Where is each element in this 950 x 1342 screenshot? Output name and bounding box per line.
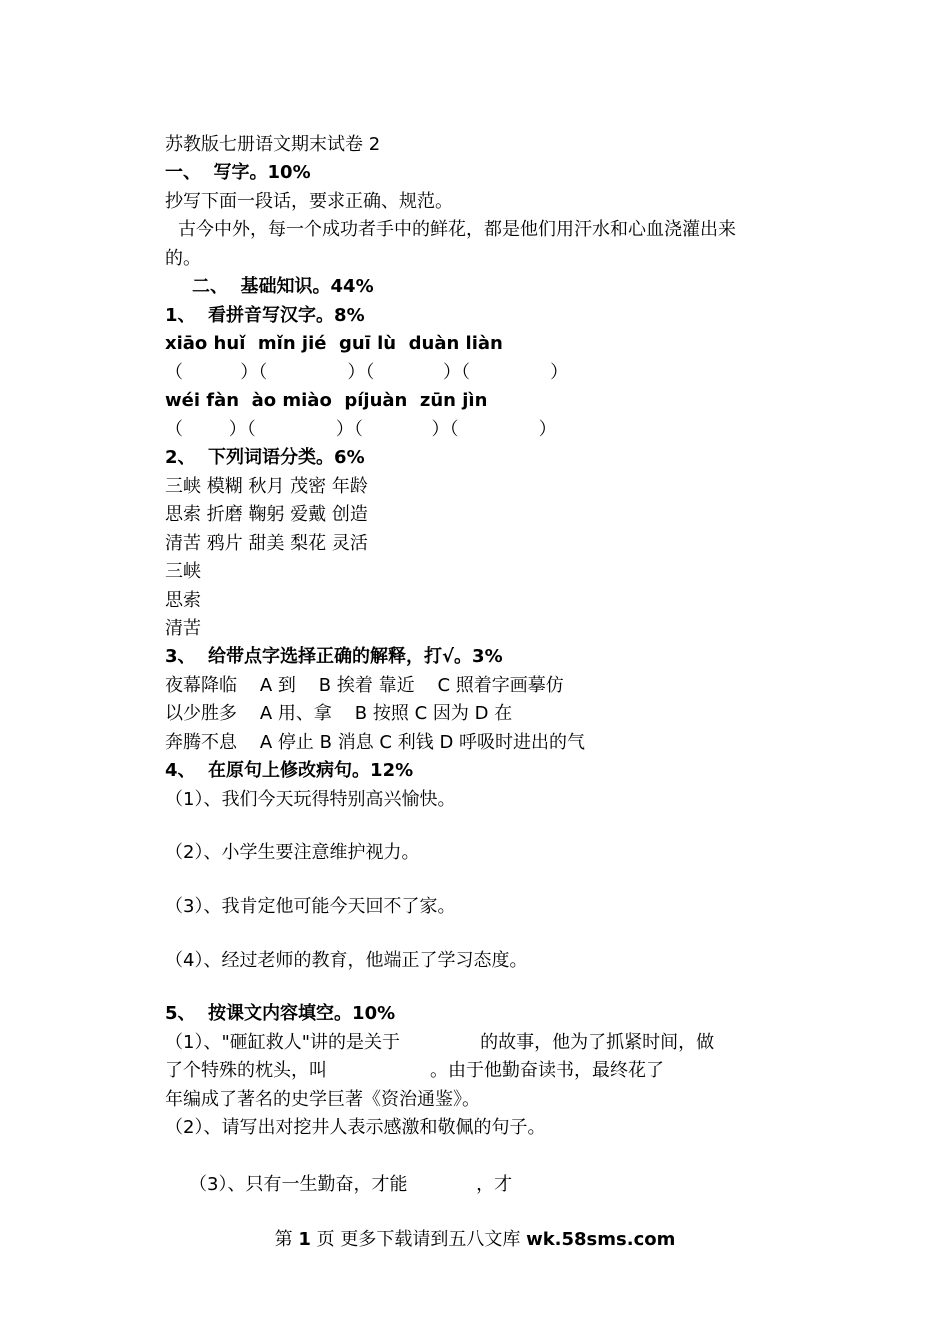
q4-item4: （4）、经过老师的教育，他端正了学习态度。 [165,950,528,971]
q5-item1-line3: 年编成了著名的史学巨著《资治通鉴》。 [165,1089,480,1110]
q3-heading: 3、 给带点字选择正确的解释，打√。3% [165,646,503,667]
q3-row3: 奔腾不息 A 停止 B 消息 C 利钱 D 呼吸时进出的气 [165,732,586,753]
section1-passage-line2: 的。 [165,248,201,269]
q5-item3: （3）、只有一生勤奋，才能 ，才 [189,1174,513,1195]
q1-pinyin-row1: xiāo huǐ mǐn jié guī lù duàn liàn [165,333,503,354]
q2-category2: 思索 [165,590,201,611]
q3-row1: 夜幕降临 A 到 B 挨着 靠近 C 照着字画摹仿 [165,675,564,696]
q4-heading: 4、 在原句上修改病句。12% [165,760,414,781]
q3-row2: 以少胜多 A 用、拿 B 按照 C 因为 D 在 [165,703,513,724]
footer-page-number: 1 [298,1229,311,1250]
section1-passage-line1: 古今中外，每一个成功者手中的鲜花，都是他们用汗水和心血浇灌出来 [178,219,736,240]
q5-heading: 5、 按课文内容填空。10% [165,1003,396,1024]
section1-instruction: 抄写下面一段话，要求正确、规范。 [165,191,453,212]
q5-item2: （2）、请写出对挖井人表示感激和敬佩的句子。 [165,1117,546,1138]
q5-item1-line1: （1）、"砸缸救人"讲的是关于 的故事，他为了抓紧时间，做 [165,1032,715,1053]
q1-pinyin-row2: wéi fàn ào miào píjuàn zūn jìn [165,390,488,411]
q2-words-row2: 思索 折磨 鞠躬 爱戴 创造 [165,504,368,525]
q4-item1: （1）、我们今天玩得特别高兴愉快。 [165,789,456,810]
q2-category3: 清苦 [165,618,201,639]
q5-item1-line2: 了个特殊的枕头，叫 。由于他勤奋读书，最终花了 [165,1060,664,1081]
q1-blanks-row1: （ ）（ ）（ ）（ ） [165,362,569,383]
q4-item3: （3）、我肯定他可能今天回不了家。 [165,896,456,917]
footer-site-link[interactable]: wk.58sms.com [526,1229,676,1250]
footer-suffix: 页 更多下载请到五八文库 [310,1229,527,1250]
section2-heading: 二、 基础知识。44% [192,276,374,297]
q2-words-row1: 三峡 模糊 秋月 茂密 年龄 [165,476,368,497]
q4-item2: （2）、小学生要注意维护视力。 [165,842,420,863]
page-footer [0,1228,950,1252]
q2-heading: 2、 下列词语分类。6% [165,447,365,468]
q2-category1: 三峡 [165,561,201,582]
q2-words-row3: 清苦 鸦片 甜美 梨花 灵活 [165,533,368,554]
section1-heading: 一、 写字。10% [165,162,311,183]
footer-prefix: 第 [274,1229,299,1250]
doc-title: 苏教版七册语文期末试卷 2 [165,134,381,155]
q1-heading: 1、 看拼音写汉字。8% [165,305,365,326]
q1-blanks-row2: （ ）（ ）（ ）（ ） [165,419,557,440]
